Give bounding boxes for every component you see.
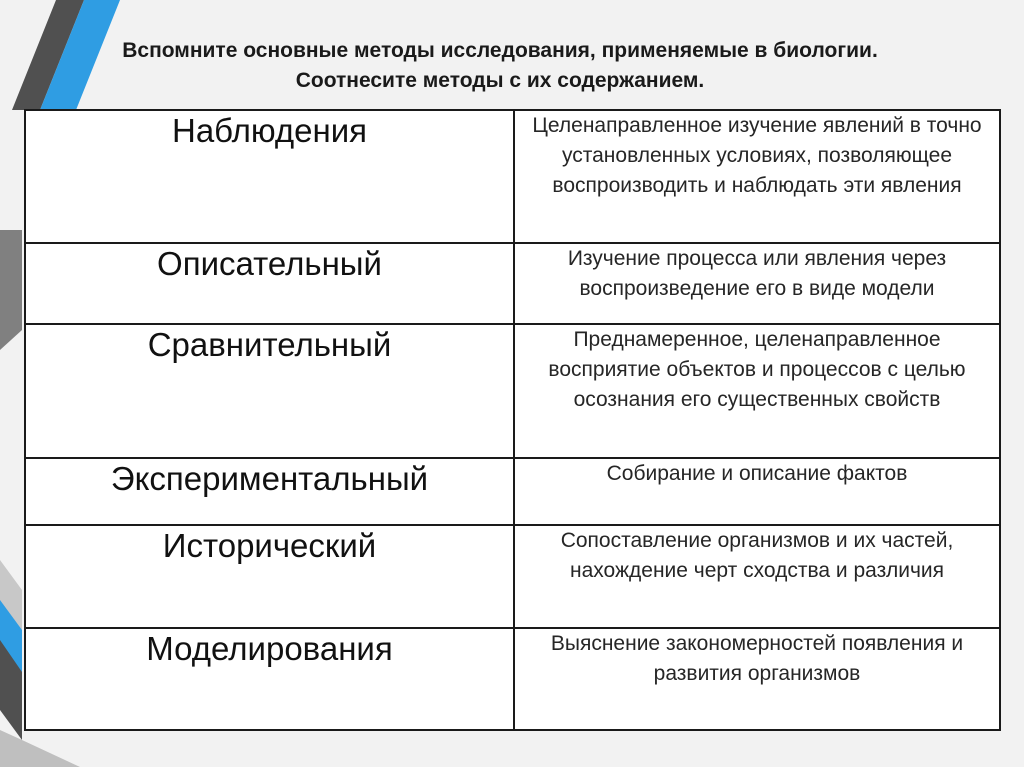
slide-title-line1: Вспомните основные методы исследования, применяемые в биологии.: [122, 39, 878, 62]
method-cell: Исторический: [25, 525, 514, 628]
slide-title-line2: Соотнесите методы с их содержанием.: [295, 69, 705, 92]
methods-matching-table: [24, 109, 1001, 731]
method-cell: Моделирования: [25, 628, 514, 730]
decor-stripe-gray-left: [0, 230, 22, 350]
method-cell: Описательный: [25, 243, 514, 324]
method-cell: Наблюдения: [25, 110, 514, 243]
description-cell: Выяснение закономерностей появления и развития организмов: [514, 628, 1000, 730]
method-cell: Экспериментальный: [25, 458, 514, 525]
table-row: [25, 324, 1000, 458]
decor-stripe-light-bottom: [0, 730, 80, 767]
description-cell: Целенаправленное изучение явлений в точно установленных условиях, позволяющее воспроизводить и наблюдать эти явления: [514, 110, 1000, 243]
description-cell: Преднамеренное, целенаправленное восприятие объектов и процессов с целью осознания его существенных свойств: [514, 324, 1000, 458]
table-row: [25, 525, 1000, 628]
slide-title: [0, 36, 1000, 96]
table-row: [25, 628, 1000, 730]
table-row: [25, 110, 1000, 243]
method-cell: Сравнительный: [25, 324, 514, 458]
description-cell: Собирание и описание фактов: [514, 458, 1000, 525]
table-row: [25, 243, 1000, 324]
description-cell: Сопоставление организмов и их частей, нахождение черт сходства и различия: [514, 525, 1000, 628]
description-cell: Изучение процесса или явления через воспроизведение его в виде модели: [514, 243, 1000, 324]
table-row: [25, 458, 1000, 525]
